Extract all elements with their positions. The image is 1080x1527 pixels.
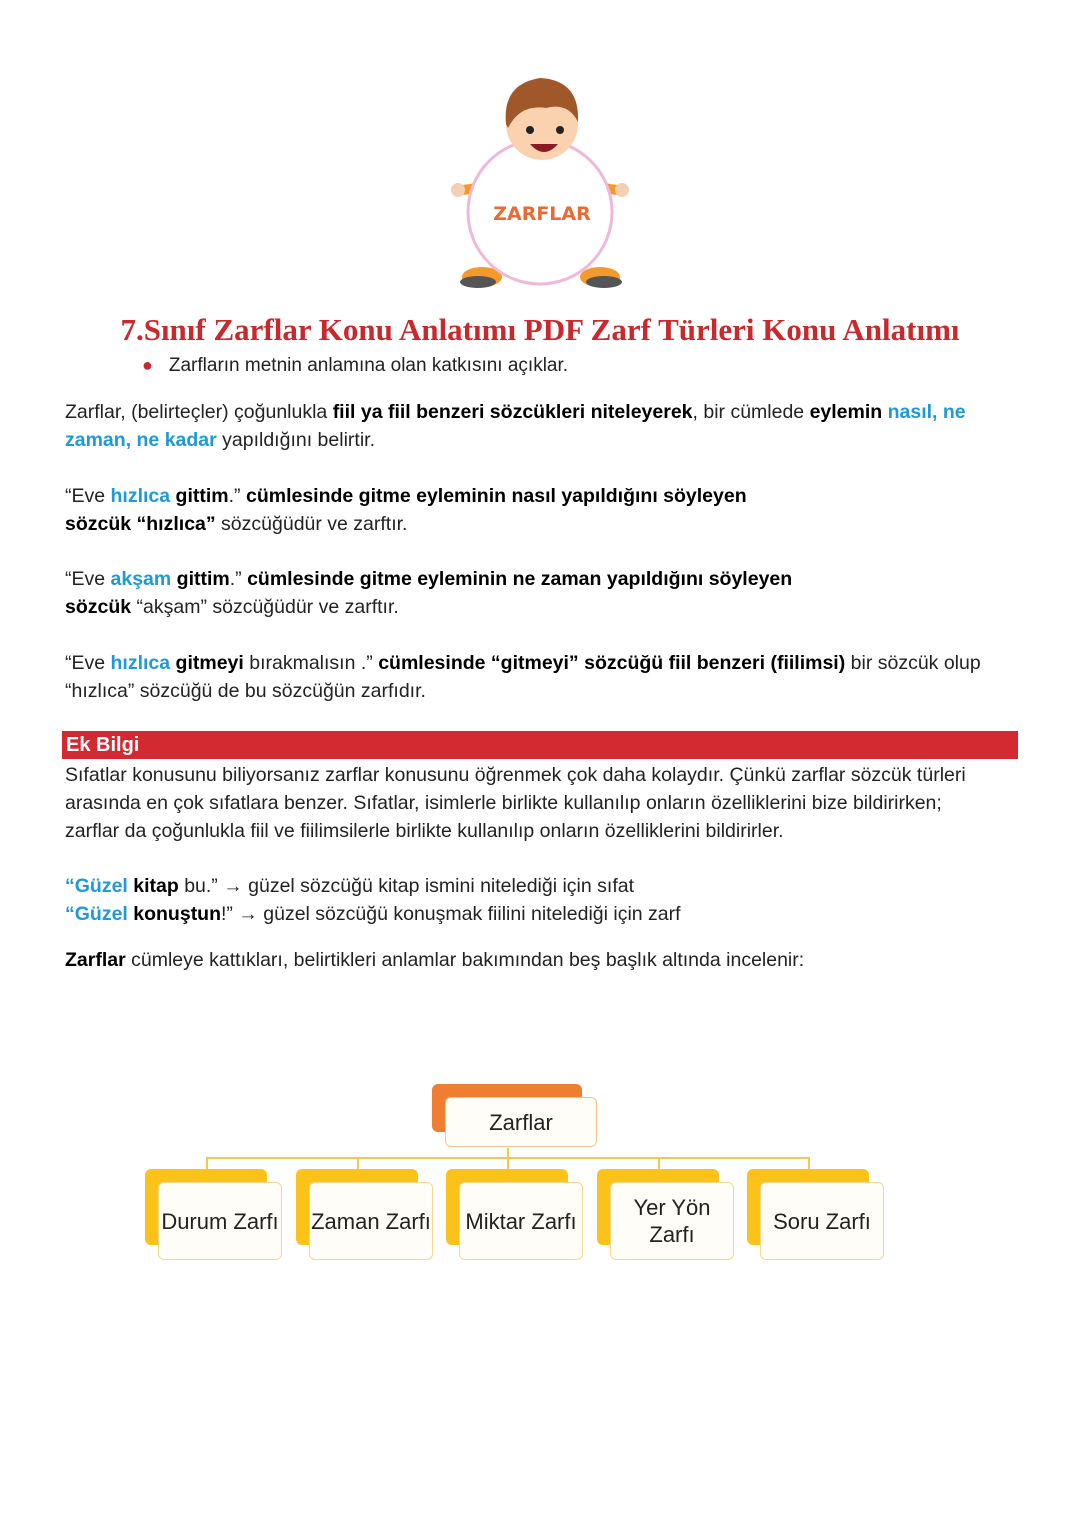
example-bold: cümlesinde gitme eyleminin ne zaman yapıldığını söyleyen sözcük: [65, 568, 793, 618]
example-text: “Eve: [65, 652, 111, 674]
summary-line: [65, 946, 1015, 974]
intro-paragraph: [65, 398, 1015, 454]
bullet-icon: ●: [142, 355, 153, 375]
intro-highlight: nasıl, ne zaman, ne kadar: [65, 401, 966, 451]
mascot-label: ZARFLAR: [493, 203, 591, 225]
child-label: Zaman Zarfı: [309, 1182, 433, 1260]
root-label: Zarflar: [445, 1097, 597, 1147]
ek-bilgi-text: Sıfatlar konusunu biliyorsanız zarflar konusunu öğrenmek çok daha kolaydır. Çünkü zarflar sözcük türleri arasında en çok sıfatlara benzer. Sıfatlar, isimlerle birlikte kullanılıp onların özelliklerini bize bildirirken; zarflar da çoğunlukla fiil ve fiilimsilerle birlikte kullanılıp onların özelliklerini bildirirler.: [65, 764, 966, 842]
comparison-text: bu.” → güzel sözcüğü kitap ismini nitelediği için sıfat: [178, 875, 634, 897]
example-3: [65, 649, 995, 705]
example-text: “Eve: [65, 485, 111, 507]
example-bold: gittim: [175, 485, 229, 507]
example-text: sözcüğüdür ve zarftır.: [215, 513, 408, 535]
quote: “: [65, 903, 75, 925]
ek-bilgi-header: [62, 731, 1018, 759]
comparison-2: [65, 900, 1015, 928]
quote: “: [65, 875, 75, 897]
summary-text: cümleye kattıkları, belirtikleri anlamlar bakımından beş başlık altında incelenir:: [125, 949, 805, 971]
example-2: [65, 565, 855, 621]
comparison-1: [65, 872, 1015, 900]
example-bold: gittim: [176, 568, 230, 590]
page-title: 7.Sınıf Zarflar Konu Anlatımı PDF Zarf Türleri Konu Anlatımı: [120, 312, 960, 347]
objective-bullet: [142, 355, 568, 377]
example-highlight: akşam: [110, 568, 172, 590]
comparison-highlight: Güzel: [74, 875, 128, 897]
child-label: Soru Zarfı: [760, 1182, 884, 1260]
example-1: [65, 482, 805, 538]
intro-text: , bir cümlede: [692, 401, 810, 423]
example-text: .”: [229, 568, 248, 590]
example-bold: cümlesinde gitme eyleminin nasıl yapıldığını söyleyen sözcük “hızlıca”: [65, 485, 747, 535]
intro-text: yapıldığını belirtir.: [216, 429, 375, 451]
comparison-bold: kitap: [133, 875, 179, 897]
objective-text: Zarfların metnin anlamına olan katkısını açıklar.: [168, 355, 569, 376]
ek-bilgi-heading: Ek Bilgi: [66, 734, 140, 756]
zarf-types-diagram: [140, 1080, 900, 1270]
example-text: bırakmalısın .”: [243, 652, 379, 674]
intro-bold: eylemin: [809, 401, 883, 423]
zarflar-mascot-illustration: [450, 72, 630, 302]
example-bold: gitmeyi: [175, 652, 244, 674]
child-label: Yer Yön Zarfı: [610, 1182, 734, 1260]
example-text: .”: [228, 485, 246, 507]
comparison-highlight: Güzel: [74, 903, 128, 925]
example-highlight: hızlıca: [110, 652, 171, 674]
intro-bold: fiil ya fiil benzeri sözcükleri niteleyerek: [332, 401, 693, 423]
example-text: “Eve: [65, 568, 111, 590]
example-text: “akşam” sözcüğüdür ve zarftır.: [131, 596, 399, 618]
example-text: bir sözcük olup “hızlıca” sözcüğü de bu sözcüğün zarfıdır.: [65, 652, 981, 702]
intro-text: Zarflar, (belirteçler) çoğunlukla: [65, 401, 333, 423]
child-label: Miktar Zarfı: [459, 1182, 583, 1260]
child-label: Durum Zarfı: [158, 1182, 282, 1260]
example-bold: cümlesinde “gitmeyi” sözcüğü fiil benzeri (fiilimsi): [378, 652, 846, 674]
comparison-text: !” → güzel sözcüğü konuşmak fiilini nitelediği için zarf: [221, 903, 681, 925]
summary-bold: Zarflar: [65, 949, 126, 971]
example-highlight: hızlıca: [110, 485, 171, 507]
comparison-bold: konuştun: [133, 903, 222, 925]
